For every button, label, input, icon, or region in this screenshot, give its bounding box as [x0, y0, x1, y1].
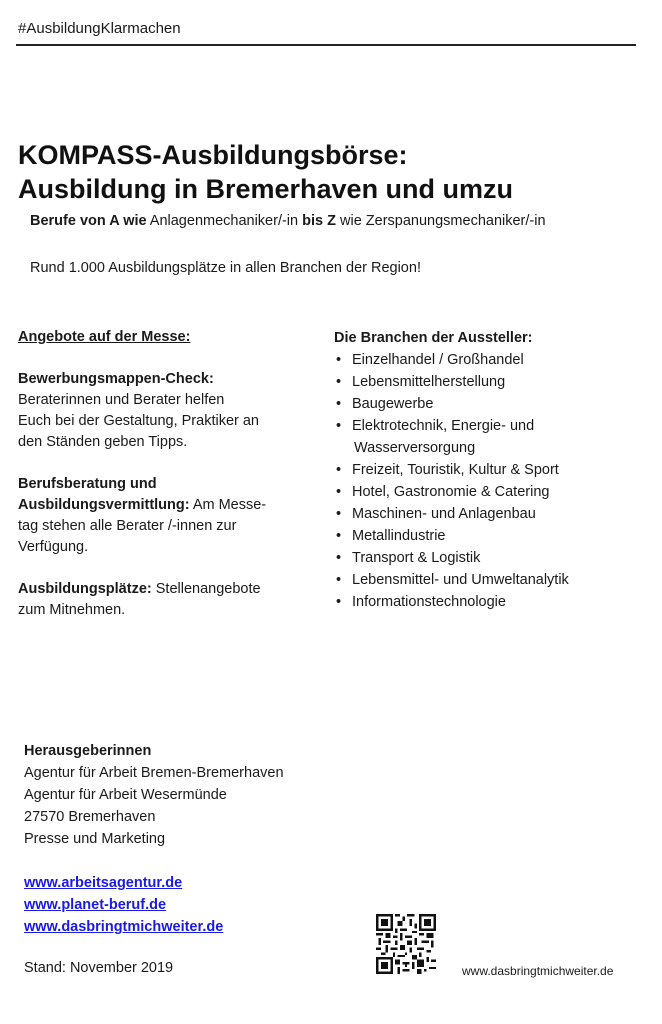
offers-heading: Angebote auf der Messe: [18, 329, 191, 345]
offer-1-line-3: den Ständen geben Tipps. [18, 434, 188, 450]
offer-2-title-line-1: Berufsberatung und [18, 476, 157, 492]
offer-2-rest: Am Messe- [189, 497, 267, 513]
offer-1-line-1: Beraterinnen und Berater helfen [18, 392, 225, 408]
branch-item: • Metallindustrie [334, 525, 654, 547]
offer-3-line-1: zum Mitnehmen. [18, 602, 126, 618]
branch-item: • Einzelhandel / Großhandel [334, 349, 654, 371]
branches-section [334, 327, 654, 613]
offer-2-title-line-2: Ausbildungsvermittlung: [18, 497, 190, 513]
offer-2-line-2: Verfügung. [18, 539, 89, 555]
branch-item: • Transport & Logistik [334, 547, 654, 569]
subtitle-part-3: bis Z [302, 213, 336, 229]
link-dasbringtmichweiter[interactable]: www.dasbringtmichweiter.de [24, 919, 224, 935]
publisher-section [24, 740, 284, 850]
qr-caption: www.dasbringtmichweiter.de [462, 964, 614, 978]
offer-item-1 [18, 369, 318, 453]
title-line-1: KOMPASS-Ausbildungsbörse: [18, 140, 408, 170]
branch-item-line-1: Elektrotechnik, Energie- und [352, 418, 535, 434]
hashtag: #AusbildungKlarmachen [18, 20, 181, 37]
offer-1-line-2: Euch bei der Gestaltung, Praktiker an [18, 413, 259, 429]
offer-item-2 [18, 474, 318, 558]
publisher-line: 27570 Bremerhaven [24, 809, 156, 825]
link-planet-beruf[interactable]: www.planet-beruf.de [24, 897, 167, 913]
publisher-line: Agentur für Arbeit Bremen-Bremerhaven [24, 765, 284, 781]
links-section [24, 872, 223, 938]
publisher-heading: Herausgeberinnen [24, 743, 152, 759]
publisher-line: Presse und Marketing [24, 831, 166, 847]
stand-date: Stand: November 2019 [24, 960, 174, 976]
header-divider [16, 44, 636, 46]
title-line-2: Ausbildung in Bremerhaven und umzu [18, 174, 514, 204]
publisher-line: Agentur für Arbeit Wesermünde [24, 787, 227, 803]
branch-item: • Lebensmittelherstellung [334, 371, 654, 393]
branch-item: • Informationstechnologie [334, 591, 654, 613]
branch-item: • Hotel, Gastronomie & Catering [334, 481, 654, 503]
branches-list [334, 349, 654, 613]
offer-item-3 [18, 579, 318, 621]
offer-3-title: Ausbildungsplätze: [18, 581, 152, 597]
offer-3-rest: Stellenangebote [151, 581, 261, 597]
intro-text: Rund 1.000 Ausbildungsplätze in allen Branchen der Region! [30, 260, 421, 276]
subtitle [30, 213, 546, 229]
branches-heading: Die Branchen der Aussteller: [334, 330, 533, 346]
subtitle-part-4: wie Zerspanungsmechaniker/-in [335, 213, 546, 229]
offer-1-title: Bewerbungsmappen-Check: [18, 371, 214, 387]
page-title [18, 138, 513, 206]
link-arbeitsagentur[interactable]: www.arbeitsagentur.de [24, 875, 183, 891]
branch-item [334, 415, 654, 459]
subtitle-part-1: Berufe von A wie [30, 213, 147, 229]
branch-item: • Baugewerbe [334, 393, 654, 415]
branch-item: • Maschinen- und Anlagenbau [334, 503, 654, 525]
subtitle-part-2: Anlagenmechaniker/-in [146, 213, 303, 229]
branch-item: • Freizeit, Touristik, Kultur & Sport [334, 459, 654, 481]
qr-code-icon [376, 914, 436, 974]
branch-item-line-2: Wasserversorgung [354, 440, 476, 456]
branch-item: • Lebensmittel- und Umweltanalytik [334, 569, 654, 591]
offer-2-line-1: tag stehen alle Berater /-innen zur [18, 518, 237, 534]
offers-section [18, 327, 318, 642]
